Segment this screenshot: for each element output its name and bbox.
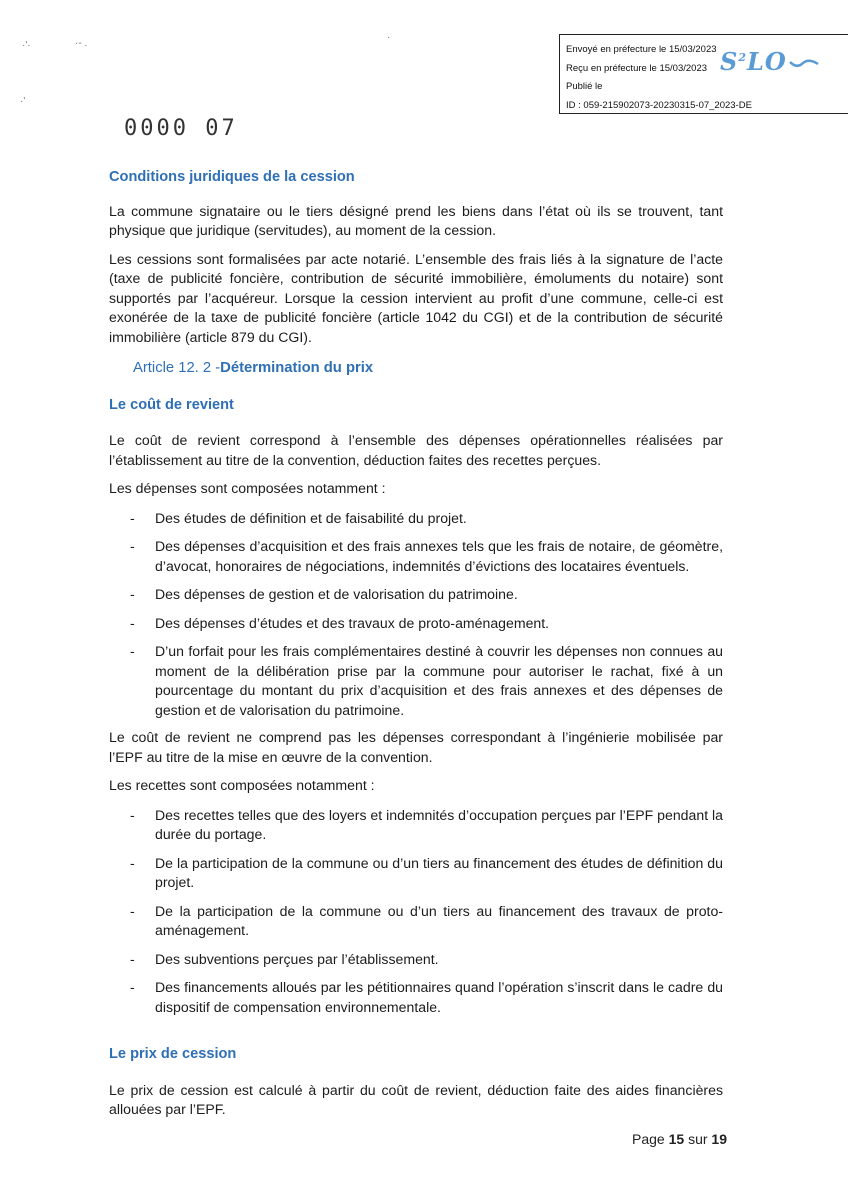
list-item: - De la participation de la commune ou d’un tiers au financement des travaux de proto-aménagement. bbox=[109, 902, 723, 941]
stamp-envoye: Envoyé en préfecture le 15/03/2023 bbox=[566, 44, 717, 55]
article-heading: Article 12. 2 -Détermination du prix bbox=[133, 360, 374, 376]
paragraph: Le coût de revient correspond à l’ensemble des dépenses opérationnelles réalisées par l’établissement au titre de la convention, déduction faites des recettes perçues. bbox=[109, 432, 723, 468]
list-item: - Des recettes telles que des loyers et indemnités d’occupation perçues par l’EPF pendant la durée du portage. bbox=[109, 806, 723, 845]
page-content bbox=[109, 168, 723, 1120]
scan-specks: ·‐ . bbox=[75, 38, 88, 49]
stamp-recu: Reçu en préfecture le 15/03/2023 bbox=[566, 62, 708, 74]
scan-specks: ·'· bbox=[22, 40, 31, 51]
list-item: - Des études de définition et de faisabilité du projet. bbox=[109, 509, 723, 529]
list-item: - Des dépenses de gestion et de valorisation du patrimoine. bbox=[109, 585, 723, 605]
depenses-list bbox=[109, 509, 723, 721]
recettes-list bbox=[109, 806, 723, 1018]
scan-specks: · bbox=[387, 32, 391, 43]
list-item: - Des dépenses d’acquisition et des frais annexes tels que les frais de notaire, de géomètre, d’avocat, honoraires de négociations, indemnités d’évictions des locataires éventuels. bbox=[109, 537, 723, 576]
paragraph: Les recettes sont composées notamment : bbox=[109, 777, 375, 793]
page-number: Page 15 sur 19 bbox=[632, 1131, 727, 1147]
paragraph: Le prix de cession est calculé à partir du coût de revient, déduction faite des aides financières allouées par l’EPF. bbox=[109, 1081, 723, 1117]
paragraph: Les cessions sont formalisées par acte notarié. L’ensemble des frais liés à la signature de l’acte (taxe de publicité foncière, contribution de sécurité immobilière, émoluments du notaire) sont supportés par l’acquéreur. Lorsque la cession intervient au profit d’une commune, celle-ci est exonérée de la taxe de publicité foncière (article 1042 du CGI) et de la contribution de sécurité immobilière (article 879 du CGI). bbox=[109, 250, 723, 345]
heading-prix-de-cession: Le prix de cession bbox=[109, 1046, 237, 1062]
list-item: - De la participation de la commune ou d’un tiers au financement des études de définition du projet. bbox=[109, 854, 723, 893]
s2lo-logo: $S^2LO$ bbox=[720, 49, 819, 72]
paragraph: Le coût de revient ne comprend pas les dépenses correspondant à l’ingénierie mobilisée par l’EPF au titre de la mise en œuvre de la convention. bbox=[109, 729, 723, 765]
stamp-publie: Publié le bbox=[566, 81, 603, 92]
list-item: - Des dépenses d’études et des travaux de proto-aménagement. bbox=[109, 614, 723, 634]
heading-cout-de-revient: Le coût de revient bbox=[109, 396, 234, 413]
stamp-id: ID : 059-215902073-20230315-07_2023-DE bbox=[566, 99, 752, 111]
document-number: 0000 07 bbox=[124, 116, 238, 141]
paragraph: Les dépenses sont composées notamment : bbox=[109, 480, 386, 496]
heading-conditions: Conditions juridiques de la cession bbox=[109, 169, 355, 185]
prefecture-stamp bbox=[559, 34, 848, 114]
scan-specks: ·' bbox=[20, 96, 26, 107]
list-item: - D’un forfait pour les frais complémentaires destiné à couvrir les dépenses non connues au moment de la délibération prise par la commune pour autoriser le rachat, fixé à un pourcentage du montant du prix d’acquisition et des frais annexes et des dépenses de gestion et de valorisation du patrimoine. bbox=[109, 642, 723, 720]
list-item: - Des subventions perçues par l’établissement. bbox=[109, 950, 723, 970]
paragraph: La commune signataire ou le tiers désigné prend les biens dans l’état où ils se trouvent, tant physique que juridique (servitudes), au moment de la cession. bbox=[109, 202, 723, 238]
list-item: - Des financements alloués par les pétitionnaires quand l’opération s’inscrit dans le cadre du dispositif de compensation environnementale. bbox=[109, 978, 723, 1017]
